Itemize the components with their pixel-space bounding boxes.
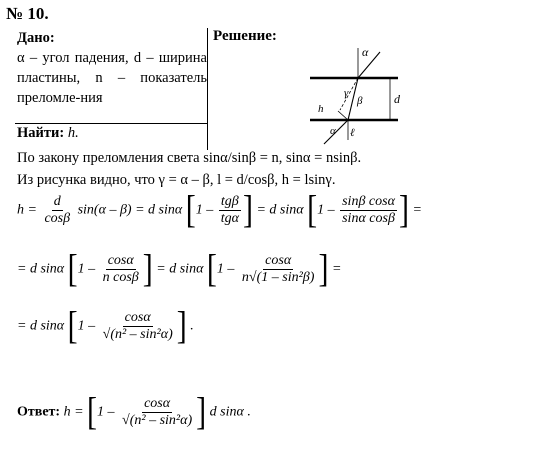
eq2-mid: = d sinα <box>156 261 204 277</box>
find-block <box>17 125 79 142</box>
answer-frac: $\frac{\cos\alpha}{\text{√(n² – sin²α)}}$ <box>122 396 193 428</box>
h-label: h <box>318 103 324 115</box>
eq1-lhs: h = <box>17 202 37 218</box>
answer-lhs: h = <box>63 404 84 420</box>
gamma-label: γ <box>344 87 349 99</box>
geometry-relations-line: Из рисунка видно, что γ = α – β, l = d/cosβ, h = lsinγ. <box>17 172 336 188</box>
d-label: d <box>394 92 400 106</box>
equation-3: = d sinα [1 – $\frac{\cos\alpha}{\text{√(n² – sin²α)}}$ ] . <box>17 304 194 348</box>
eq2-start: = d sinα <box>17 261 65 277</box>
h-segment <box>338 111 348 120</box>
given-divider <box>15 123 207 124</box>
eq3-frac: $\frac{\cos\alpha}{\text{√(n² – sin²α)}}$ <box>102 310 173 342</box>
equation-2: = d sinα [1 – $\frac{\cos\alpha}{\text{n cosβ}}$ ] = d sinα [1 – $\frac{\cos\alpha}{\text{n√(1 – sin²β)}}$ ] = <box>17 247 342 291</box>
refraction-diagram <box>300 40 430 148</box>
eq1-frac1: $\frac{d}{\cos\beta}$ <box>44 194 71 226</box>
eq2-frac2: $\frac{\cos\alpha}{\text{n√(1 – sin²β)}}$ <box>241 253 315 285</box>
given-heading: Дано: <box>17 30 55 46</box>
column-divider <box>207 28 208 150</box>
answer-label: Ответ: <box>17 404 61 420</box>
ray-extension <box>340 78 358 110</box>
eq2-frac1: $\frac{\cos\alpha}{\text{n cosβ}}$ <box>102 253 139 285</box>
solution-heading: Решение: <box>213 28 277 44</box>
problem-number: № 10. <box>6 4 49 23</box>
alpha-top-label: α <box>362 45 369 59</box>
given-text: α – угол падения, d – ширина пластины, n – показатель преломле-ния <box>17 50 207 106</box>
eq1-frac2: $\frac{\text{tgβ}}{\text{tgα}}$ <box>220 194 239 226</box>
l-label: ℓ <box>350 127 355 139</box>
eq1-part3: = d sinα <box>256 202 304 218</box>
eq3-start: = d sinα <box>17 318 65 334</box>
answer: Ответ: h = [1 – $\frac{\cos\alpha}{\text{√(n² – sin²α)}}$ ] d sinα . <box>17 390 251 434</box>
eq1-part1: sin(α – β) = d sinα <box>77 202 183 218</box>
find-label: Найти: <box>17 125 65 141</box>
emergent-ray <box>324 120 348 144</box>
find-value: h. <box>67 125 79 141</box>
equation-1: h = $\frac{d}{\cos\beta}$ sin(α – β) = d sinα [1 – $\frac{\text{tgβ}}{\text{tgα}}$ ] = d sinα [1 – $\frac{\text{sinβ cosα}}{\text{sinα cosβ}}$ ] = <box>17 188 422 232</box>
eq1-frac3: $\frac{\text{sinβ cosα}}{\text{sinα cosβ}}$ <box>342 194 395 226</box>
answer-tail: d sinα . <box>209 404 251 420</box>
beta-label: β <box>357 95 363 107</box>
alpha-bottom-label: α <box>330 125 336 137</box>
law-of-refraction-line: По закону преломления света sinα/sinβ = n, sinα = nsinβ. <box>17 150 362 166</box>
given-block <box>17 28 207 108</box>
